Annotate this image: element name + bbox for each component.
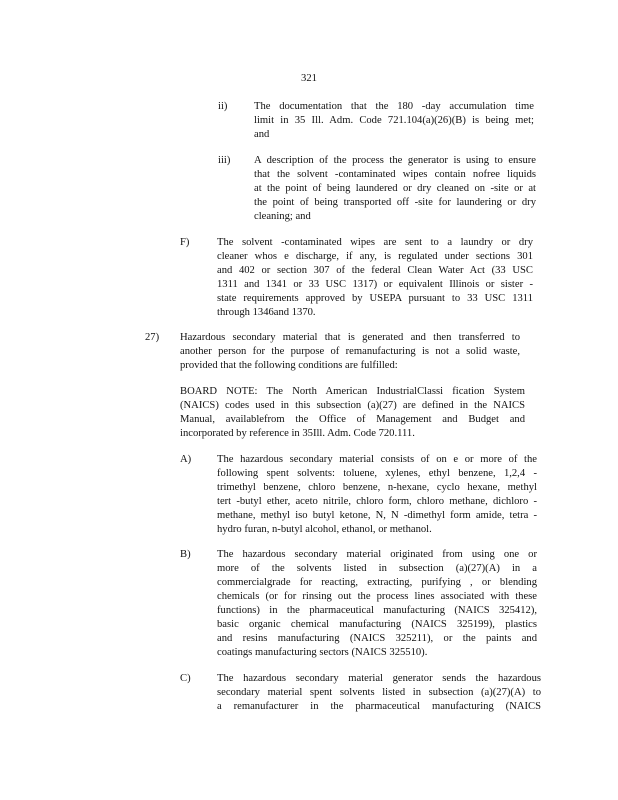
- item-label: F): [180, 237, 190, 248]
- text-line: and resins manufacturing (NAICS 325211), or the paints and: [217, 633, 537, 644]
- text-line: and: [254, 129, 270, 140]
- text-line: 1311 and 1341 or 33 USC 1317) or equivalent Illinois or sister -: [217, 279, 533, 290]
- text-line: The hazardous secondary material consists of on e or more of the: [217, 454, 537, 465]
- list-item-A: [0, 453, 618, 539]
- text-line: and 402 or section 307 of the federal Clean Water Act (33 USC: [217, 265, 533, 276]
- text-line: state requirements approved by USEPA pursuant to 33 USC 1311: [217, 293, 533, 304]
- item-text: [217, 672, 541, 714]
- text-line: that the solvent -contaminated wipes contain nofree liquids: [254, 169, 536, 180]
- text-line: another person for the purpose of remanufacturing is not a solid waste,: [180, 346, 520, 357]
- text-line: functions) in the pharmaceutical manufacturing (NAICS 325412),: [217, 605, 537, 616]
- text-line: BOARD NOTE: The North American IndustrialClassi fication System: [180, 386, 525, 397]
- text-line: incorporated by reference in 35Ill. Adm. Code 720.111.: [180, 428, 415, 439]
- text-line: Manual, availablefrom the Office of Management and Budget and: [180, 414, 525, 425]
- text-line: the point of being transported off -site for laundering or dry: [254, 197, 536, 208]
- item-label: ii): [218, 101, 228, 112]
- board-note-text: [180, 385, 525, 441]
- text-line: Hazardous secondary material that is generated and then transferred to: [180, 332, 520, 343]
- list-item-C: [0, 672, 618, 716]
- list-item-B: [0, 548, 618, 662]
- text-line: chemicals (or for rinsing out the process lines associated with these: [217, 591, 537, 602]
- item-text: [180, 331, 520, 373]
- text-line: The documentation that the 180 -day accumulation time: [254, 101, 534, 112]
- item-text: [254, 154, 536, 224]
- item-label: C): [180, 673, 191, 684]
- item-label: B): [180, 549, 191, 560]
- text-line: basic organic chemical manufacturing (NAICS 325199), plastics: [217, 619, 537, 630]
- text-line: following spent solvents: toluene, xylenes, ethyl benzene, 1,2,4 -: [217, 468, 537, 479]
- item-label: iii): [218, 155, 231, 166]
- text-line: methane, methyl iso butyl ketone, N, N -dimethyl form amide, tetra -: [217, 510, 537, 521]
- item-text: [254, 100, 534, 142]
- text-line: The solvent -contaminated wipes are sent to a laundry or dry: [217, 237, 533, 248]
- item-label: 27): [145, 332, 160, 343]
- text-line: more of the solvents listed in subsection (a)(27)(A) in a: [217, 563, 537, 574]
- list-item-27: [0, 331, 618, 375]
- item-text: [217, 236, 533, 320]
- text-line: cleaner whos e discharge, if any, is regulated under sections 301: [217, 251, 533, 262]
- text-line: commercialgrade for reacting, extracting, purifying , or blending: [217, 577, 537, 588]
- text-line: The hazardous secondary material originated from using one or: [217, 549, 537, 560]
- text-line: at the point of being laundered or dry cleaned on -site or at: [254, 183, 536, 194]
- text-line: provided that the following conditions are fulfilled:: [180, 360, 398, 371]
- list-item-F: [0, 236, 618, 322]
- text-line: tert -butyl ether, aceto nitrile, chloro form, chloro methane, dichloro -: [217, 496, 537, 507]
- text-line: A description of the process the generator is using to ensure: [254, 155, 536, 166]
- text-line: The hazardous secondary material generator sends the hazardous: [217, 673, 541, 684]
- text-line: through 1346and 1370.: [217, 307, 316, 318]
- item-label: A): [180, 454, 192, 465]
- text-line: secondary material spent solvents listed in subsection (a)(27)(A) to: [217, 687, 541, 698]
- list-item-ii: [0, 100, 618, 144]
- list-item-iii: [0, 154, 618, 226]
- text-line: cleaning; and: [254, 211, 311, 222]
- item-text: [217, 548, 537, 660]
- text-line: limit in 35 Ill. Adm. Code 721.104(a)(26)(B) is being met;: [254, 115, 534, 126]
- text-line: trimethyl benzene, chloro benzene, n-hexane, cyclo hexane, methyl: [217, 482, 537, 493]
- page-number: 321: [301, 73, 317, 84]
- text-line: a remanufacturer in the pharmaceutical manufacturing (NAICS: [217, 701, 541, 712]
- board-note: [0, 385, 618, 443]
- text-line: coatings manufacturing sectors (NAICS 325510).: [217, 647, 428, 658]
- item-text: [217, 453, 537, 537]
- text-line: (NAICS) codes used in this subsection (a)(27) are defined in the NAICS: [180, 400, 525, 411]
- text-line: hydro furan, n-butyl alcohol, ethanol, or methanol.: [217, 524, 432, 535]
